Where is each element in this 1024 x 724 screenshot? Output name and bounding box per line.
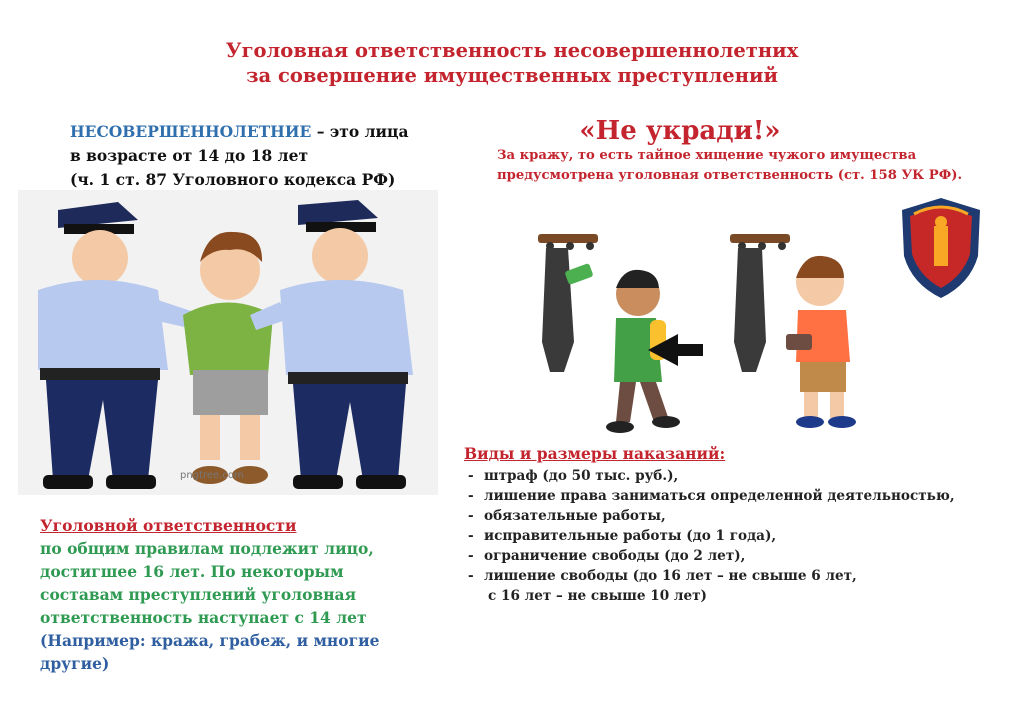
responsibility-body: по общим правилам подлежит лицо, достигшее 16 лет. По некоторым составам преступлений уголовная ответственность наступает с 14 лет <box>40 539 374 627</box>
title-line-2: за совершение имущественных преступлений <box>246 64 778 87</box>
definition-age: в возрасте от 14 до 18 лет <box>70 146 309 165</box>
list-item-continuation: с 16 лет – не свыше 10 лет) <box>488 588 707 604</box>
punishments-heading: Виды и размеры наказаний: <box>464 444 726 463</box>
list-item: - обязательные работы, <box>468 508 666 524</box>
definition-rest: – это лица <box>311 122 409 141</box>
responsibility-block <box>40 514 380 675</box>
slogan-heading: «Не укради!» <box>579 116 781 146</box>
boy-stealing-wallet-illustration <box>528 222 888 437</box>
police-detaining-boy-illustration <box>18 190 438 495</box>
punishments-block <box>464 444 984 606</box>
definition-reference: (ч. 1 ст. 87 Уголовного кодекса РФ) <box>70 170 396 189</box>
theft-line-1: За кражу, то есть тайное хищение чужого имущества <box>497 148 917 163</box>
list-item: - лишение свободы (до 16 лет – не свыше 6 лет, <box>468 568 857 584</box>
theft-line-2: предусмотрена уголовная ответственность (ст. 158 УК РФ). <box>497 168 963 183</box>
page-title <box>0 38 1024 88</box>
responsibility-heading: Уголовной ответственности <box>40 516 297 535</box>
title-line-1: Уголовная ответственность несовершеннолетних <box>225 39 799 62</box>
coat-rack-left <box>538 234 598 372</box>
list-item: - штраф (до 50 тыс. руб.), <box>468 468 679 484</box>
list-item: - ограничение свободы (до 2 лет), <box>468 548 746 564</box>
illustration-watermark: pngtree.com <box>180 470 244 481</box>
definition-block <box>70 120 450 192</box>
coat-rack-right <box>730 234 790 372</box>
police-emblem-icon <box>898 196 984 300</box>
list-item: - исправительные работы (до 1 года), <box>468 528 777 544</box>
responsibility-example: (Например: кража, грабеж, и многие другие) <box>40 631 380 673</box>
definition-term: НЕСОВЕРШЕННОЛЕТНИЕ <box>70 122 312 141</box>
boy-with-wallet-figure <box>786 256 856 428</box>
theft-liability-text <box>497 146 997 186</box>
punishments-list <box>464 466 984 606</box>
list-item: - лишение права заниматься определенной деятельностью, <box>468 488 955 504</box>
